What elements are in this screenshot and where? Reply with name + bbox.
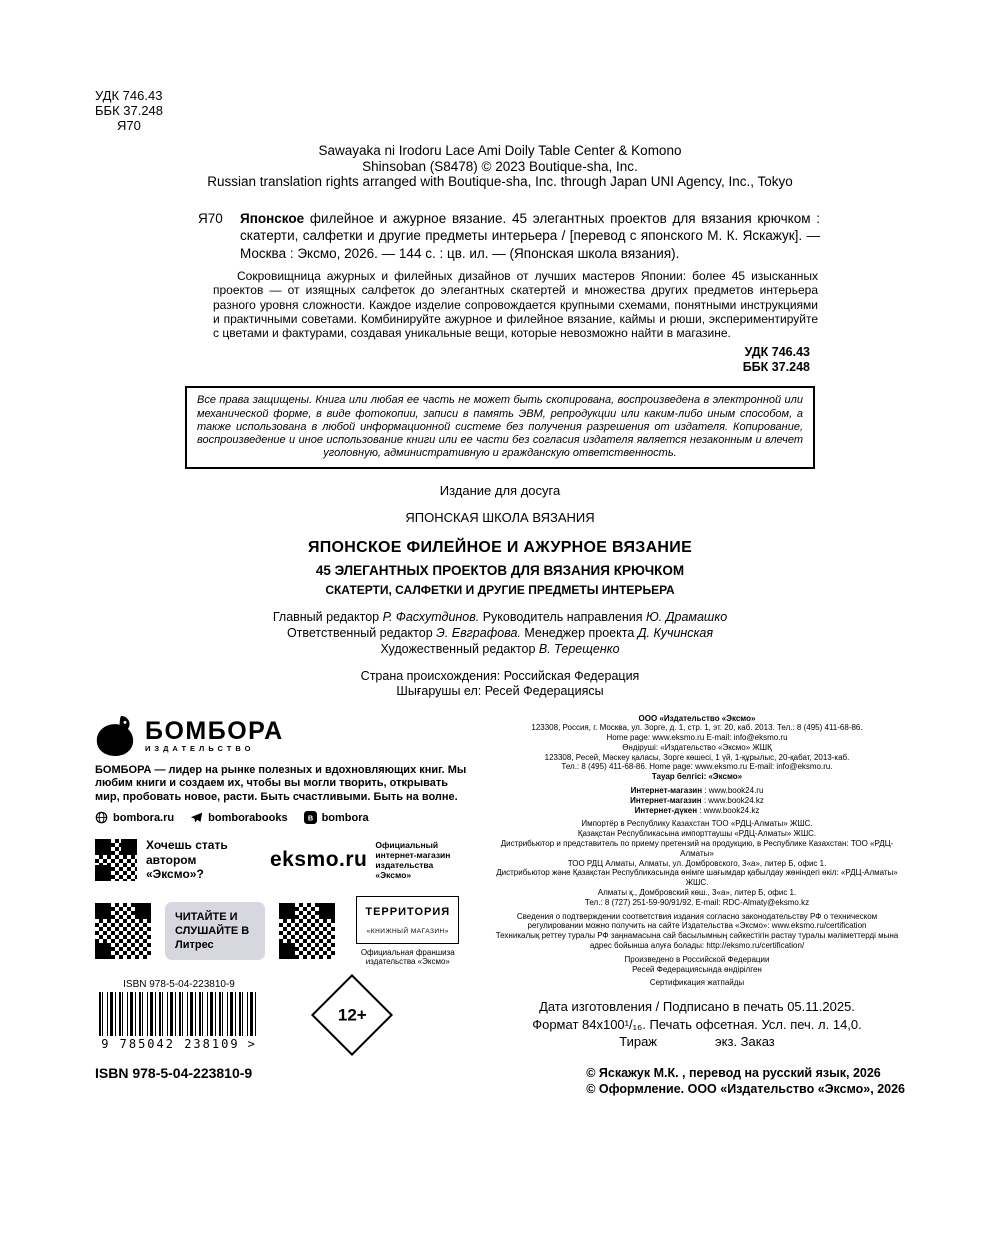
publisher-producer-kz: Өндіруші: «Издательство «Эксмо» ЖШҚ — [622, 742, 772, 752]
copyright-line-2: © Оформление. ООО «Издательство «Эксмо», 2026 — [586, 1082, 905, 1097]
catalog-rest-text: филейное и ажурное вязание. 45 элегантных проектов для вязания крючком : скатерти, салфетки и другие предметы интерьера / [перевод с японского М. К. Яскажук]. — Москва : Эксмо, 2026. — 144 с. : цв. ил. — (Японская школа вязания). — [240, 210, 820, 261]
udk-code: УДК 746.43 — [95, 88, 163, 103]
bombora-logo — [95, 714, 467, 758]
catalog-code: Я70 — [198, 210, 223, 226]
shop-line-ru: Интернет-магазин : www.book24.ru — [630, 786, 764, 796]
certification-note: Сертификация жатпайды — [649, 978, 745, 988]
age-rating-text: 12+ — [337, 1004, 367, 1024]
social-telegram — [190, 811, 287, 824]
eksmo-shop-caption: Официальный интернет-магазин издательства «Эксмо» — [375, 839, 451, 880]
territory-logo — [356, 896, 459, 944]
publisher-column — [489, 714, 905, 1051]
print-date-line: Дата изготовления / Подписано в печать 05.11.2025. — [539, 999, 855, 1015]
book-title: ЯПОНСКОЕ ФИЛЕЙНОЕ И АЖУРНОЕ ВЯЗАНИЕ — [307, 538, 693, 556]
format-line: Формат 84x100¹/₁₆. Печать офсетная. Усл. печ. л. 14,0. — [532, 1016, 862, 1032]
bear-logo-icon — [95, 714, 135, 758]
bbk-code-right: ББК 37.248 — [742, 359, 810, 374]
original-copyright-line: Shinsoban (S8478) © 2023 Boutique-sha, Inc. — [362, 158, 638, 174]
svg-text:B: B — [307, 813, 313, 823]
udk-code-right: УДК 746.43 — [744, 345, 810, 360]
barcode-digits: 9 785042 238109 > — [101, 1036, 257, 1051]
distributor-address-ru: ТОО РДЦ Алматы, Алматы, ул. Домбровского, 3«а», литер Б, офис 1. — [567, 858, 827, 868]
staff-line-2: Ответственный редактор Э. Евграфова. Менеджер проекта Д. Кучинская — [286, 625, 714, 640]
eksmo-shop-block — [270, 840, 467, 880]
source-note — [0, 143, 1000, 190]
territory-block — [349, 896, 467, 967]
annotation-text: Сокровищница ажурных и филейных дизайнов от лучших мастеров Японии: более 45 изысканных проектов — от изящных салфеток до элегантных скатертей и множества других предметов интерьера разного уровня сложности. Каждое изделие сопровождается крупными схемами, понятными инструкциями и практичными советами. Комбинируйте ажурное и филейное вязание, каймы и рюши, экспериментируйте с цветами и фактурами, создавая уникальные вещи, которые невозможно найти в магазине. — [213, 269, 818, 341]
importer-ru: Импортёр в Республику Казахстан ТОО «РДЦ-Алматы» ЖШС. — [581, 819, 813, 829]
social-website — [95, 811, 174, 824]
qr-code-litres — [95, 903, 151, 959]
top-codes — [95, 88, 1000, 133]
catalog-description — [240, 210, 820, 263]
social-website-label: bombora.ru — [113, 811, 175, 824]
publisher-info — [489, 714, 905, 989]
territory-subtitle: «КНИЖНЫЙ МАГАЗИН» — [366, 927, 449, 935]
eksmo-site-logo: eksmo.ru — [270, 847, 368, 871]
bombora-wordmark — [145, 718, 284, 753]
isbn-above-barcode: ISBN 978-5-04-223810-9 — [123, 978, 235, 990]
bombora-column — [95, 714, 467, 1051]
shop-line-kz2: Интернет-дүкен : www.book24.kz — [634, 805, 760, 815]
book-subtitle-items: СКАТЕРТИ, САЛФЕТКИ И ДРУГИЕ ПРЕДМЕТЫ ИНТЕРЬЕРА — [325, 582, 675, 597]
bombora-tagline: ИЗДАТЕЛЬСТВО — [145, 744, 255, 753]
author-sign-code: Я70 — [117, 118, 141, 133]
trademark-line: Тауар белгісі: «Эксмо» — [651, 772, 743, 782]
footer — [95, 1065, 905, 1098]
book-subtitle-projects: 45 ЭЛЕГАНТНЫХ ПРОЕКТОВ ДЛЯ ВЯЗАНИЯ КРЮЧКОМ — [315, 562, 685, 578]
publisher-homepage-kz: Тел.: 8 (495) 411-68-86. Home page: www.eksmo.ru E-mail: info@eksmo.ru. — [561, 762, 833, 772]
social-vk — [304, 811, 369, 824]
edition-type: Издание для досуга — [439, 482, 561, 498]
promo-row-author-eksmo — [95, 838, 467, 882]
barcode-bars — [99, 992, 259, 1036]
publisher-address-kz: 123308, Ресей, Мәскеу қаласы, Зорге көшесі, 1 үй, 1-құрылыс, 20-қабат, 2013-каб. — [544, 752, 850, 762]
produced-in-kz: Ресей Федерациясында өндірілген — [632, 964, 762, 974]
publisher-address-ru: 123308, Россия, г. Москва, ул. Зорге, д. 1, стр. 1, эт. 20, каб. 2013. Тел.: 8 (495) 411-68-86. — [531, 723, 863, 733]
country-of-origin — [0, 669, 1000, 700]
qr-code-territory — [279, 903, 335, 959]
tirazh-line: Тираж экз. Заказ — [619, 1034, 775, 1050]
codes-right — [0, 345, 810, 374]
series-name: ЯПОНСКАЯ ШКОЛА ВЯЗАНИЯ — [405, 509, 595, 525]
bombora-socials — [95, 811, 467, 824]
print-info — [489, 998, 905, 1051]
vk-icon — [304, 811, 317, 824]
shop-line-kz1: Интернет-магазин : www.book24.kz — [630, 795, 764, 805]
distributor-address-kz: Алматы қ., Домбровский көш., 3«а», литер Б, офис 1. — [597, 888, 797, 898]
barcode — [95, 979, 263, 1051]
territory-name: ТЕРРИТОРИЯ — [365, 905, 451, 918]
copyright-block — [586, 1065, 905, 1098]
barcode-row — [95, 979, 467, 1051]
bombora-mission-text: БОМБОРА — лидер на рынке полезных и вдохновляющих книг. Мы любим книги и создаем их, чтобы вы могли творить, открывать мир, пробовать новое, расти. Быть счастливыми. Быть на волне. — [95, 763, 467, 803]
telegram-icon — [190, 811, 203, 824]
importer-kz: Қазақстан Республикасына импорттаушы «РДЦ-Алматы» ЖШС. — [577, 829, 817, 839]
catalog-entry — [198, 210, 820, 263]
distributor-kz: Дистрибьютор және Қазақстан Республикасында өнімге шағымдар қабылдау жөніндегі өкіл: «РДЦ-Алматы» ЖШС. — [496, 868, 898, 888]
catalog-lead-word: Японское — [240, 210, 305, 226]
social-vk-label: bombora — [321, 811, 369, 824]
globe-icon — [95, 811, 108, 824]
origin-kz: Шығарушы ел: Ресей Федерациясы — [396, 684, 604, 698]
original-title-line: Sawayaka ni Irodoru Lace Ami Doily Table Center & Komono — [318, 143, 682, 158]
age-rating-badge — [311, 973, 393, 1055]
rights-reserved-box: Все права защищены. Книга или любая ее часть не может быть скопирована, воспроизведена в электронной или механической форме, в виде фотокопии, записи в память ЭВМ, репродукции или каким-либо иным способом, а также использована в любой информационной системе без получения разрешения от издателя. Копирование, воспроизведение и иное использование книги или ее части без согласия издателя является незаконным и влечет уголовную, административную и гражданскую ответственность. — [185, 386, 815, 468]
promo-row-litres-territory — [95, 896, 467, 967]
certification-ru: Сведения о подтверждении соответствия издания согласно законодательству РФ о техническом регулировании можно получить на сайте Издательства «Эксмо»: www.eksmo.ru/certification — [516, 911, 878, 931]
copyright-line-1: © Яскажук М.К. , перевод на русский язык, 2026 — [586, 1065, 881, 1080]
staff-line-1: Главный редактор Р. Фасхутдинов. Руководитель направления Ю. Драмашко — [272, 609, 728, 624]
distributor-phone: Тел.: 8 (727) 251-59-90/91/92. E-mail: RDC-Almaty@eksmo.kz — [584, 897, 810, 907]
become-author-block — [95, 838, 256, 882]
qr-code-author — [95, 839, 137, 881]
translation-rights-line: Russian translation rights arranged with Boutique-sha, Inc. through Japan UNI Agency, Inc., Tokyo — [207, 174, 793, 189]
bbk-code: ББК 37.248 — [95, 103, 164, 118]
lower-columns — [95, 714, 905, 1051]
distributor-ru: Дистрибьютор и представитель по приему претензий на продукцию, в Республике Казахстан: ТОО «РДЦ-Алматы» — [500, 839, 894, 858]
become-author-text: Хочешь стать автором «Эксмо»? — [146, 838, 228, 881]
origin-ru: Страна происхождения: Российская Федерация — [360, 668, 640, 683]
publisher-homepage-ru: Home page: www.eksmo.ru E-mail: info@eksmo.ru — [606, 733, 788, 743]
editorial-staff — [0, 609, 1000, 657]
staff-line-3: Художественный редактор В. Терещенко — [380, 641, 620, 656]
footer-isbn: ISBN 978-5-04-223810-9 — [95, 1064, 253, 1081]
litres-badge: ЧИТАЙТЕ И СЛУШАЙТЕ В Литрес — [165, 902, 265, 960]
social-telegram-label: bomborabooks — [208, 811, 288, 824]
certification-kz: Техникалық реттеу туралы РФ заңнамасына сай басылымның сәйкестігін растау туралы мәліметтерді мына адрес бойынша алуға болады: http://eksmo.ru/certification/ — [495, 931, 899, 951]
bombora-name: БОМБОРА — [145, 717, 284, 745]
territory-caption: Официальная франшиза издательства «Эксмо» — [360, 947, 455, 966]
publisher-name: ООО «Издательство «Эксмо» — [638, 713, 756, 723]
produced-in-ru: Произведено в Российской Федерации — [624, 954, 770, 964]
